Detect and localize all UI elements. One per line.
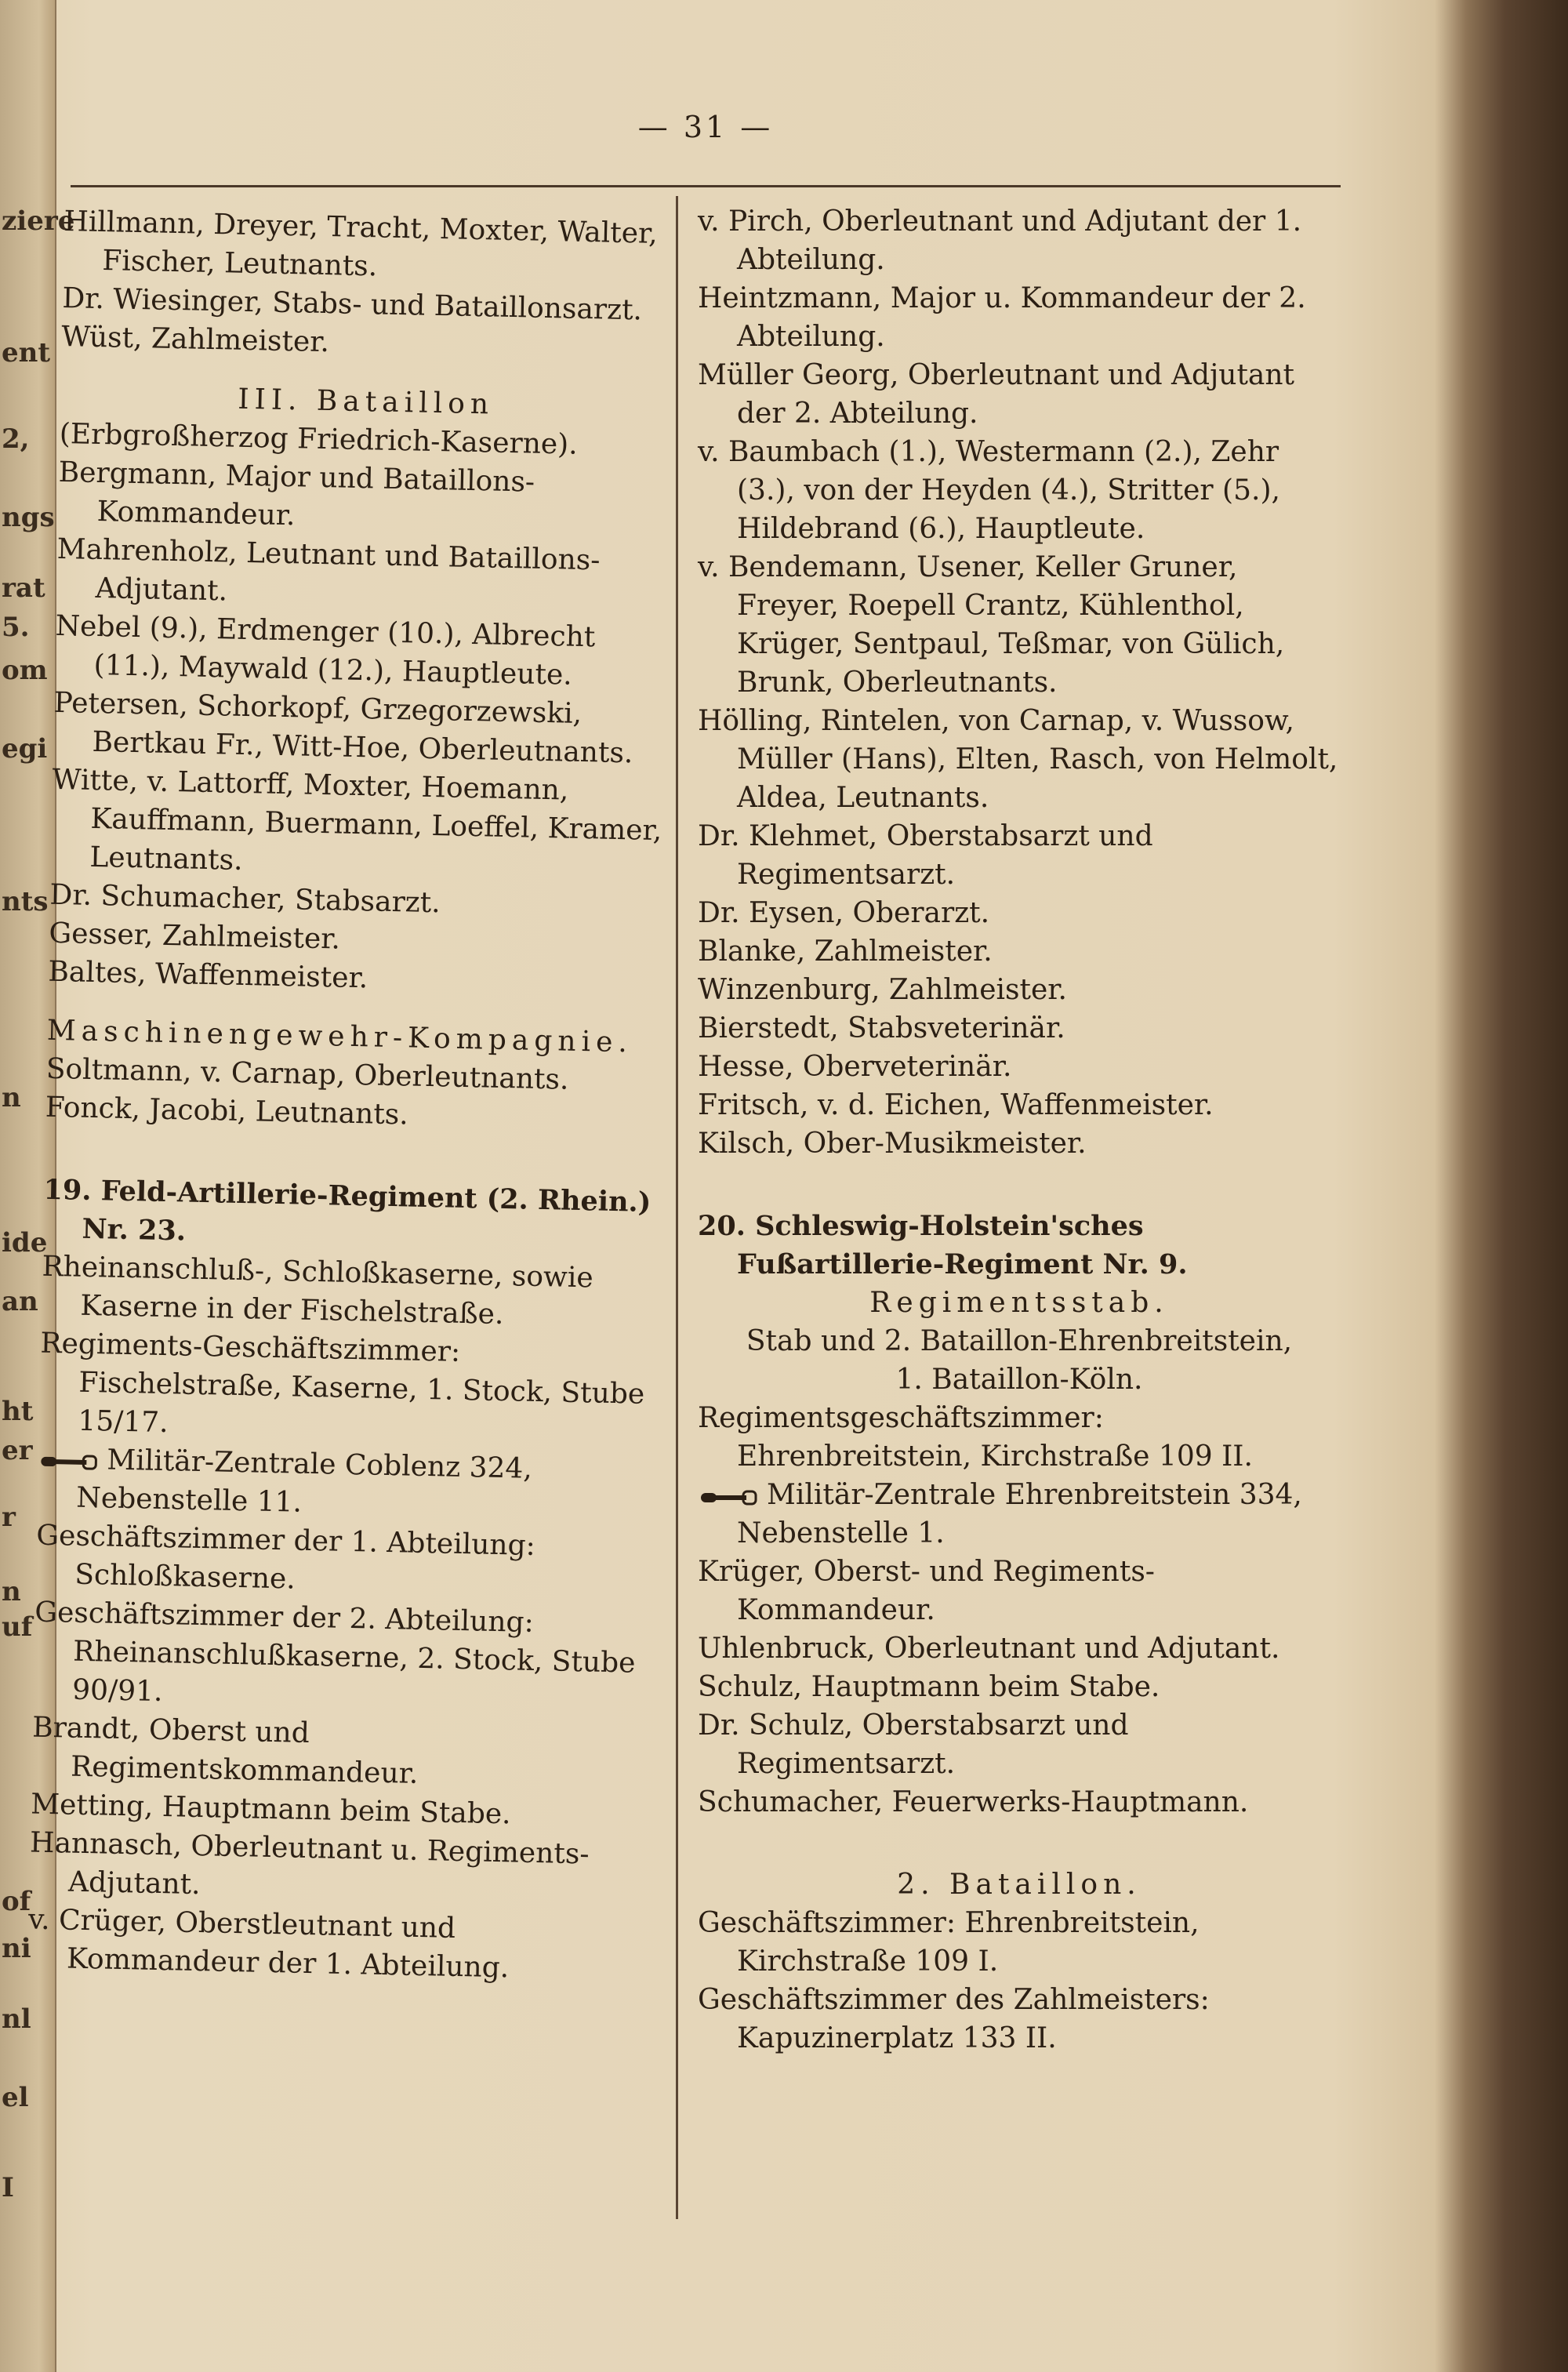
edge-fragment: ide [2, 1227, 48, 1259]
list-item: Winzenburg, Zahlmeister. [698, 974, 1067, 1006]
edge-fragment: an [2, 1286, 38, 1317]
phone-text [37, 1440, 650, 1529]
list-item: v. Pirch, Oberleutnant und Adjutant der 1. Abteilung. [698, 205, 1302, 276]
edge-fragment: egi [2, 733, 48, 765]
list-item: Blanke, Zahlmeister. [698, 935, 993, 968]
office-text: Regimentsgeschäftszimmer: Ehrenbreitstein, Kirchstraße 109 II. [698, 1402, 1253, 1473]
phone-number: Militär-Zentrale Coblenz 324, Nebenstelle 11. [75, 1444, 533, 1519]
list-item: Baltes, Waffenmeister. [48, 955, 368, 995]
office-text: Regiments-Geschäftszimmer: Fischelstraße, Kaserne, 1. Stock, Stube 15/17. [40, 1327, 645, 1440]
list-item: v. Bendemann, Usener, Keller Gruner, Freyer, Roepell Crantz, Kühlenthol, Krüger, Sentpaul, Teßmar, von Gülich, Brunk, Oberleutnants. [698, 551, 1285, 699]
regiment-heading: 20. Schleswig-Holstein'sches Fußartillerie-Regiment Nr. 9. [698, 1210, 1188, 1280]
list-item: Kilsch, Ober-Musikmeister. [698, 1128, 1087, 1160]
office-text: Geschäftszimmer der 1. Abteilung: Schloßkaserne. [35, 1519, 536, 1596]
list-item: Müller Georg, Oberleutnant und Adjutant der 2. Abteilung. [698, 359, 1295, 430]
regiment-heading: 19. Feld-Artillerie-Regiment (2. Rhein.) Nr. 23. [43, 1173, 652, 1248]
list-item: Dr. Schumacher, Stabsarzt. [49, 878, 441, 920]
list-item: Bergmann, Major und Bataillons-Kommandeur. [58, 456, 535, 532]
office-text: Geschäftszimmer des Zahlmeisters: Kapuzinerplatz 133 II. [698, 1984, 1210, 2054]
list-item: Petersen, Schorkopf, Grzegorzewski, Bertkau Fr., Witt-Hoe, Oberleutnants. [53, 686, 633, 770]
telephone-icon [698, 1485, 760, 1509]
edge-fragment: ziere [2, 205, 75, 237]
list-item: Hölling, Rintelen, von Carnap, v. Wussow, Müller (Hans), Elten, Rasch, von Helmolt, Aldea, Leutnants. [698, 705, 1338, 814]
list-item: Hannasch, Oberleutnant u. Regiments-Adjutant. [29, 1826, 590, 1902]
list-item: Dr. Wiesinger, Stabs- und Bataillonsarzt. [62, 282, 643, 327]
edge-fragment: n [2, 1576, 21, 1607]
edge-fragment: 2, [2, 423, 30, 455]
list-item: Hesse, Oberveterinär. [698, 1051, 1012, 1083]
section-title: Regimentsstab. [869, 1287, 1169, 1319]
edge-fragment: ht [2, 1396, 34, 1427]
left-column [27, 202, 676, 1990]
section-title: Maschinengewehr-Kompagnie. [46, 1014, 633, 1059]
right-column [698, 202, 1341, 2058]
list-item: v. Crüger, Oberstleutnant und Kommandeur der 1. Abteilung. [27, 1903, 510, 1985]
list-item: Krüger, Oberst- und Regiments-Kommandeur. [698, 1556, 1155, 1626]
section-title: 2. Bataillon. [897, 1869, 1142, 1901]
edge-fragment: nl [2, 2003, 31, 2035]
list-item: Soltmann, v. Carnap, Oberleutnants. [45, 1052, 569, 1096]
list-item: Dr. Klehmet, Oberstabsarzt und Regimentsarzt. [698, 820, 1153, 891]
page-number: — 31 — [637, 110, 774, 144]
list-item: Metting, Hauptmann beim Stabe. [30, 1788, 512, 1831]
list-item: Dr. Eysen, Oberarzt. [698, 897, 990, 929]
location-text: Rheinanschluß-, Schloßkaserne, sowie Kaserne in der Fischelstraße. [42, 1250, 594, 1331]
list-item: Schulz, Hauptmann beim Stabe. [698, 1671, 1160, 1703]
list-item: Dr. Schulz, Oberstabsarzt und Regimentsarzt. [698, 1709, 1129, 1780]
edge-fragment: n [2, 1082, 21, 1113]
phone-number: Militär-Zentrale Ehrenbreitstein 334, Nebenstelle 1. [737, 1479, 1302, 1549]
list-item: Bierstedt, Stabsveterinär. [698, 1012, 1065, 1044]
edge-fragment: om [2, 655, 48, 686]
office-text: Geschäftszimmer: Ehrenbreitstein, Kirchstraße 109 I. [698, 1907, 1200, 1978]
location-text: 1. Bataillon-Köln. [895, 1364, 1143, 1396]
edge-fragment: I [2, 2172, 14, 2203]
section-title: III. Bataillon [237, 383, 495, 421]
list-item: Nebel (9.), Erdmenger (10.), Albrecht (11.), Maywald (12.), Hauptleute. [55, 609, 596, 692]
list-item: Uhlenbruck, Oberleutnant und Adjutant. [698, 1633, 1280, 1665]
list-item: Hillmann, Dreyer, Tracht, Moxter, Walter, Fischer, Leutnants. [64, 205, 659, 283]
edge-fragment: of [2, 1886, 31, 1917]
edge-fragment: rat [2, 572, 45, 604]
list-item: Mahrenholz, Leutnant und Bataillons-Adjutant. [56, 532, 601, 608]
edge-fragment: uf [2, 1611, 33, 1643]
edge-fragment: r [2, 1502, 16, 1533]
phone-text [698, 1476, 1341, 1553]
list-item: v. Baumbach (1.), Westermann (2.), Zehr (3.), von der Heyden (4.), Stritter (5.), Hildebrand (6.), Hauptleute. [698, 436, 1280, 545]
list-item: Brandt, Oberst und Regimentskommandeur. [31, 1711, 419, 1790]
top-rule [71, 185, 1341, 187]
edge-fragment: er [2, 1435, 33, 1466]
edge-fragment: ent [2, 337, 51, 369]
edge-fragment: 5. [2, 612, 30, 643]
edge-fragment: nts [2, 886, 49, 917]
location-text: Stab und 2. Bataillon-Ehrenbreitstein, [746, 1325, 1293, 1357]
office-text: Geschäftszimmer der 2. Abteilung: Rheinanschlußkaserne, 2. Stock, Stube 90/91. [34, 1596, 636, 1709]
edge-fragment: el [2, 2082, 29, 2113]
list-item: Heintzmann, Major u. Kommandeur der 2. Abteilung. [698, 282, 1306, 353]
list-item: Witte, v. Lattorff, Moxter, Hoemann, Kauffmann, Buermann, Loeffel, Kramer, Leutnants. [52, 763, 662, 877]
column-divider [676, 196, 678, 2219]
list-item: Wüst, Zahlmeister. [60, 320, 330, 359]
list-item: Schumacher, Feuerwerks-Hauptmann. [698, 1786, 1249, 1818]
list-item: Gesser, Zahlmeister. [49, 917, 341, 956]
edge-fragment: ngs [2, 502, 55, 533]
list-item: Fritsch, v. d. Eichen, Waffenmeister. [698, 1089, 1214, 1121]
list-item: Fonck, Jacobi, Leutnants. [45, 1091, 409, 1132]
telephone-icon [38, 1449, 101, 1474]
edge-fragment: ni [2, 1933, 31, 1964]
section-subtitle: (Erbgroßherzog Friedrich-Kaserne). [59, 417, 579, 461]
